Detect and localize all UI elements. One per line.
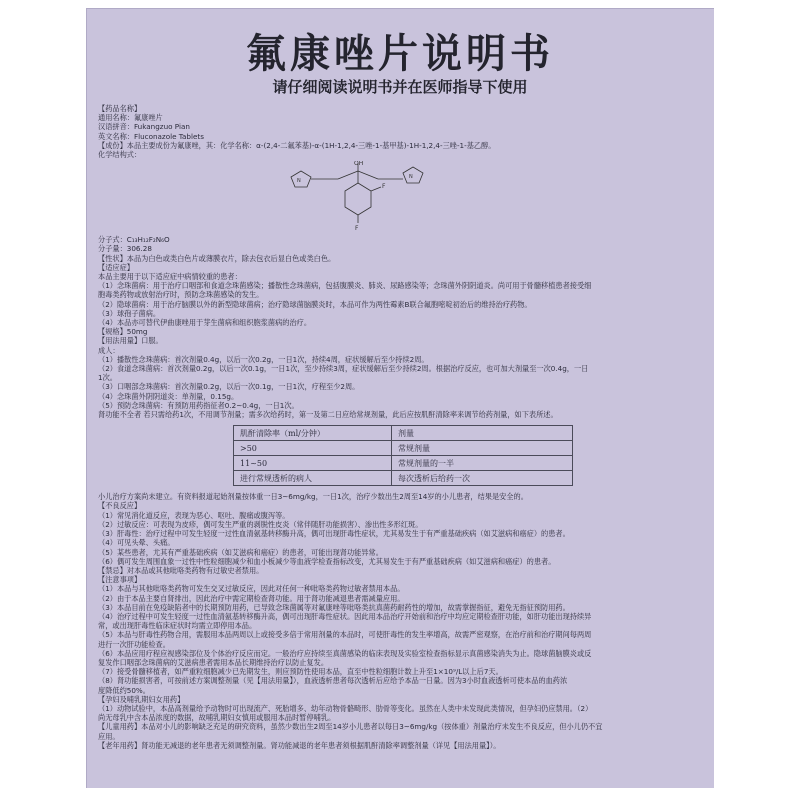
text-line: （4）念珠菌外阴阴道炎：单剂量，0.15g。 — [98, 391, 239, 401]
text-line: 本品主要用于以下适应症中病情较重的患者： — [98, 272, 242, 282]
table-row — [234, 426, 573, 441]
svg-text:F: F — [355, 225, 359, 232]
text-line: （4）治疗过程中可发生轻度一过性血清氨基转移酶升高，偶可出现肝毒性症状。因此用本品治疗开始前和治疗中均应定期检查肝功能，如肝功能出现持续异 — [98, 611, 592, 621]
svg-text:N: N — [297, 178, 301, 185]
text-line: （5）本品与肝毒性药物合用，需服用本品两周以上或接受多倍于常用剂量的本品时，可使肝毒性的发生率增高，故需严密观察，在治疗前和治疗期间每两周 — [98, 630, 592, 640]
text-line: （2）隐球菌病：用于治疗脑膜以外的新型隐球菌病；治疗隐球菌脑膜炎时，本品可作为两性霉素B联合氟胞嘧啶初治后的维持治疗药物。 — [98, 299, 532, 309]
text-line: 1次。 — [98, 373, 117, 383]
page-subtitle: 请仔细阅读说明书并在医师指导下使用 — [272, 78, 528, 96]
text-line: （1）播散性念珠菌病：首次剂量0.4g，以后一次0.2g，一日1次，持续4周，症状缓解后至少持续2周。 — [98, 354, 429, 364]
table-cell: >50 — [234, 441, 392, 456]
text-line: 英文名称：Fluconazole Tablets — [98, 131, 204, 141]
text-line: 应用。 — [98, 731, 120, 741]
text-line: 成人： — [98, 345, 120, 355]
text-line: 胞毒类药物或放射治疗时，预防念珠菌感染的发生。 — [98, 290, 264, 300]
text-line: （8）肾功能损害者，可按前述方案调整剂量（见【用法用量】），血液透析患者每次透析后应给予本品一日量。因为3小时血液透析可使本品的血药浓 — [98, 676, 568, 686]
text-line: 肾功能不全者 若只需给药1次，不用调节剂量；需多次给药时，第一及第二日应给常规剂量，此后应按肌酐清除率来调节给药剂量，如下表所述。 — [98, 410, 558, 420]
text-line: （2）过敏反应：可表现为皮疹，偶可发生严重的剥脱性皮炎（常伴随肝功能损害）、渗出性多形红斑。 — [98, 519, 423, 529]
text-line: （3）肝毒性：治疗过程中可发生轻度一过性血清氨基转移酶升高，偶可出现肝毒性症状，尤其易发生于有严重基础疾病（如艾滋病和癌症）的患者。 — [98, 529, 570, 539]
text-line: （6）本品应用疗程应视感染部位及个体治疗反应而定。一般治疗应持续至真菌感染的临床表现及实验室检查指标显示真菌感染消失为止。隐球菌脑膜炎或反 — [98, 648, 592, 658]
svg-text:OH: OH — [354, 161, 364, 168]
text-line: 【规格】50mg — [98, 327, 148, 337]
text-line: 【药品名称】 — [98, 104, 142, 113]
text-line: 小儿治疗方案尚未建立。有资料报道起始剂量按体重一日3~6mg/kg，一日1次，治疗少数出生2周至14岁的小儿患者，结果是安全的。 — [98, 492, 528, 502]
text-line: （1）念珠菌病：用于治疗口咽部和食道念珠菌感染；播散性念珠菌病，包括腹膜炎、肺炎、尿路感染等；念珠菌外阴阴道炎。尚可用于骨髓移植患者接受细 — [98, 281, 592, 291]
text-line: 【适应症】 — [98, 262, 134, 272]
text-line: 分子式：C₁₃H₁₂F₂N₆O — [98, 235, 170, 245]
text-line: 尚无母乳中含本品浓度的数据，故哺乳期妇女慎用或服用本品时暂停哺乳。 — [98, 713, 336, 723]
text-line: 复发作口咽部念珠菌病的艾滋病患者需用本品长期维持治疗以防止复发。 — [98, 657, 329, 667]
text-line: （7）接受骨髓移植者，如严重粒细胞减少已先期发生，则应预防性使用本品，直至中性粒细胞计数上升至1×10⁹/L以上后7天。 — [98, 667, 503, 677]
table-header-cell: 肌酐清除率（ml/分钟） — [234, 426, 392, 441]
text-line: 【禁忌】对本品或其他吡咯类药物有过敏史者禁用。 — [98, 565, 264, 575]
table-cell: 每次透析后给药一次 — [392, 471, 573, 486]
table-cell: 进行常规透析的病人 — [234, 471, 392, 486]
table-row — [234, 441, 573, 456]
table-cell: 常规剂量的一半 — [392, 456, 573, 471]
text-line: （5）预防念珠菌病：有预防用药指征者0.2~0.4g，一日1次。 — [98, 400, 299, 410]
text-line: 【用法用量】口服。 — [98, 336, 163, 346]
text-line: 分子量：306.28 — [98, 244, 152, 254]
text-line: 【成份】本品主要成份为氟康唑，其：化学名称：α-(2,4-二氟苯基)-α-(1H-1,2,4-三唑-1-基甲基)-1H-1,2,4-三唑-1-基乙醇。 — [98, 140, 496, 150]
leaflet-body — [98, 104, 704, 750]
table-cell: 常规剂量 — [392, 441, 573, 456]
text-line: （4）本品亦可替代伊曲康唑用于芽生菌病和组织胞浆菌病的治疗。 — [98, 318, 312, 328]
text-line: （1）本品与其他吡咯类药物可发生交叉过敏反应，因此对任何一种吡咯类药物过敏者禁用本品。 — [98, 584, 405, 594]
text-line: （3）本品目前在免疫缺陷者中的长期预防用药，已导致念珠菌属等对氟康唑等吡咯类抗真菌药耐药性的增加，故需掌握指征，避免无指征预防用药。 — [98, 602, 570, 612]
text-line: （6）偶可发生周围血象一过性中性粒细胞减少和血小板减少等血液学检查指标改变，尤其易发生于有严重基础疾病（如艾滋病和癌症）的患者。 — [98, 556, 556, 566]
dosage-table — [233, 425, 573, 486]
text-line: 化学结构式： — [98, 150, 142, 160]
text-line: 汉语拼音：Fukangzuo Pian — [98, 122, 190, 132]
text-line: 通用名称：氟康唑片 — [98, 113, 163, 123]
svg-text:F: F — [382, 183, 386, 191]
svg-text:N: N — [409, 174, 413, 181]
text-line: （2）由于本品主要自肾排出，因此治疗中需定期检查肾功能。用于肾功能减退患者需减量应用。 — [98, 593, 405, 603]
text-line: 【性状】本品为白色或类白色片或薄膜衣片，除去包衣后显白色或类白色。 — [98, 253, 336, 263]
page-title: 氟康唑片说明书 — [246, 31, 554, 77]
table-header-cell: 剂量 — [392, 426, 573, 441]
text-line: （2）食道念珠菌病：首次剂量0.2g，以后一次0.1g，一日1次，至少持续3周，症状缓解后至少持续2周。根据治疗反应，也可加大剂量至一次0.4g，一日 — [98, 364, 589, 374]
text-line: （5）某些患者，尤其有严重基础疾病（如艾滋病和癌症）的患者，可能出现肾功能异常。 — [98, 547, 383, 557]
text-line: 【儿童用药】本品对小儿的影响缺乏充足的研究资料，虽然少数出生2周至14岁小儿患者以每日3~6mg/kg（按体重）剂量治疗未发生不良反应，但小儿仍不宜 — [98, 722, 603, 732]
text-line: 【不良反应】 — [98, 501, 142, 511]
text-line: （3）球孢子菌病。 — [98, 308, 161, 318]
table-row — [234, 471, 573, 486]
text-line: 【孕妇及哺乳期妇女用药】 — [98, 694, 185, 704]
text-line: （4）可见头晕、头痛。 — [98, 538, 175, 548]
table-row — [234, 456, 573, 471]
leaflet-sheet — [86, 8, 714, 788]
text-line: （3）口咽部念珠菌病：首次剂量0.2g，以后一次0.1g，一日1次，疗程至少2周。 — [98, 382, 360, 392]
text-line: 进行一次肝功能检查。 — [98, 639, 170, 649]
text-line: 【注意事项】 — [98, 575, 142, 585]
text-line: 【老年用药】肾功能无减退的老年患者无须调整剂量。肾功能减退的老年患者须根据肌酐清除率调整剂量（详见【用法用量】）。 — [98, 740, 501, 750]
text-line: （1）常见消化道反应，表现为恶心、呕吐、腹痛或腹泻等。 — [98, 510, 290, 520]
text-line: （1）动物试验中，本品高剂量给予动物时可出现流产、死胎增多、幼年动物骨骼畸形、肋骨等变化。虽然在人类中未发现此类情况，但孕妇仍应禁用。（2） — [98, 703, 593, 713]
text-line: 度降低约50%。 — [98, 685, 150, 695]
table-cell: 11~50 — [234, 456, 392, 471]
chemical-structure-diagram — [283, 161, 483, 231]
text-line: 常，或出现肝毒性临床症状时均需立即停用本品。 — [98, 621, 257, 631]
chemical-structure — [98, 161, 704, 231]
